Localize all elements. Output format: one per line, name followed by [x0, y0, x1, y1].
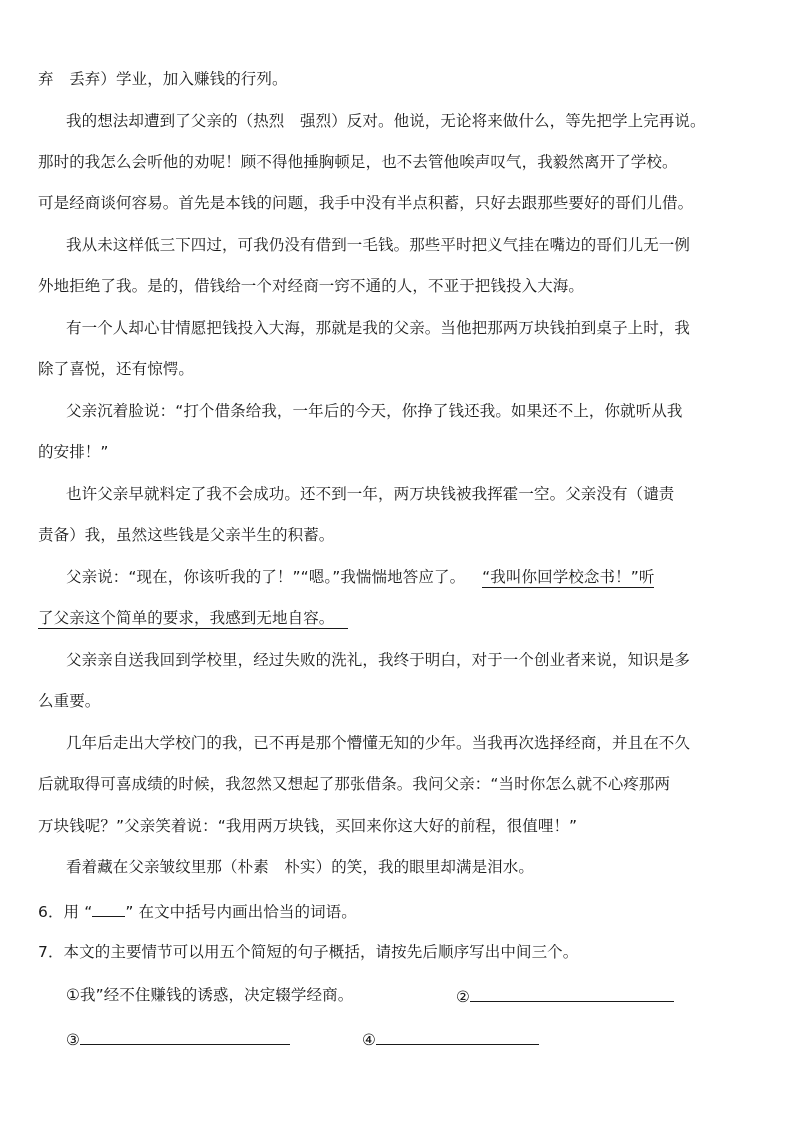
- passage-line: 外地拒绝了我。是的，借钱给一个对经商一窍不通的人，不亚于把钱投入大海。: [38, 277, 585, 295]
- passage-line: 弃 丢弃）学业，加入赚钱的行列。: [38, 70, 288, 88]
- question-text: ” 在文中括号内画出恰当的词语。: [125, 903, 357, 921]
- passage-line: 看着藏在父亲皱纹里那（朴素 朴实）的笑，我的眼里却满是泪水。: [66, 858, 535, 876]
- passage-line: 后就取得可喜成绩的时候，我忽然又想起了那张借条。我问父亲：“当时你怎么就不心疼那两: [38, 775, 671, 793]
- passage-line: 万块钱呢？”父亲笑着说：“我用两万块钱，买回来你这大好的前程，很值哩！”: [38, 817, 578, 835]
- underlined-sentence: 了父亲这个简单的要求，我感到无地自容。: [38, 609, 348, 629]
- passage-line: 我从未这样低三下四过，可我仍没有借到一毛钱。那些平时把义气挂在嘴边的哥们儿无一例: [66, 236, 691, 254]
- passage-text: 父亲说：“现在，你该听我的了！”“嗯。”我惴惴地答应了。: [66, 568, 466, 586]
- answer-number: ③: [66, 1031, 80, 1049]
- answer-3-blank[interactable]: [80, 1028, 290, 1045]
- passage-line: 可是经商谈何容易。首先是本钱的问题，我手中没有半点积蓄，只好去跟那些要好的哥们儿借。: [38, 194, 694, 212]
- question-7: 7．本文的主要情节可以用五个简短的句子概括，请按先后顺序写出中间三个。: [38, 943, 579, 961]
- passage-line: 也许父亲早就料定了我不会成功。还不到一年，两万块钱被我挥霍一空。父亲没有（谴责: [66, 485, 675, 503]
- question-text: 6．用 “: [38, 903, 93, 921]
- answer-number: ②: [456, 988, 470, 1006]
- passage-line: 么重要。: [38, 692, 101, 710]
- passage-line: 父亲沉着脸说：“打个借条给我，一年后的今天，你挣了钱还我。如果还不上，你就听从我: [66, 402, 683, 420]
- passage-line: 我的想法却遭到了父亲的（热烈 强烈）反对。他说，无论将来做什么，等先把学上完再说。: [66, 112, 706, 130]
- passage-line: 那时的我怎么会听他的劝呢！顾不得他捶胸顿足，也不去管他唉声叹气，我毅然离开了学校。: [38, 153, 678, 171]
- passage-line: 的安排！”: [38, 443, 109, 461]
- answer-2: [456, 985, 674, 1007]
- passage-line: 责备）我，虽然这些钱是父亲半生的积蓄。: [38, 526, 335, 544]
- underline-sample: [92, 900, 125, 917]
- answer-number: ④: [362, 1031, 376, 1049]
- passage-line: [38, 608, 348, 628]
- passage-line: 父亲亲自送我回到学校里，经过失败的洗礼，我终于明白，对于一个创业者来说，知识是多: [66, 651, 691, 669]
- answer-2-blank[interactable]: [470, 985, 674, 1002]
- passage-line: [66, 567, 654, 587]
- passage-line: 除了喜悦，还有惊愕。: [38, 360, 195, 378]
- passage-line: 几年后走出大学校门的我，已不再是那个懵懂无知的少年。当我再次选择经商，并且在不久: [66, 734, 691, 752]
- question-6: [38, 900, 357, 922]
- answer-4-blank[interactable]: [376, 1028, 539, 1045]
- underlined-sentence: “我叫你回学校念书！”听: [482, 568, 655, 586]
- answer-3: [66, 1028, 290, 1050]
- answer-4: [362, 1028, 539, 1050]
- answer-1: ①我”经不住赚钱的诱惑，决定辍学经商。: [66, 986, 354, 1004]
- passage-line: 有一个人却心甘情愿把钱投入大海，那就是我的父亲。当他把那两万块钱拍到桌子上时，我: [66, 319, 691, 337]
